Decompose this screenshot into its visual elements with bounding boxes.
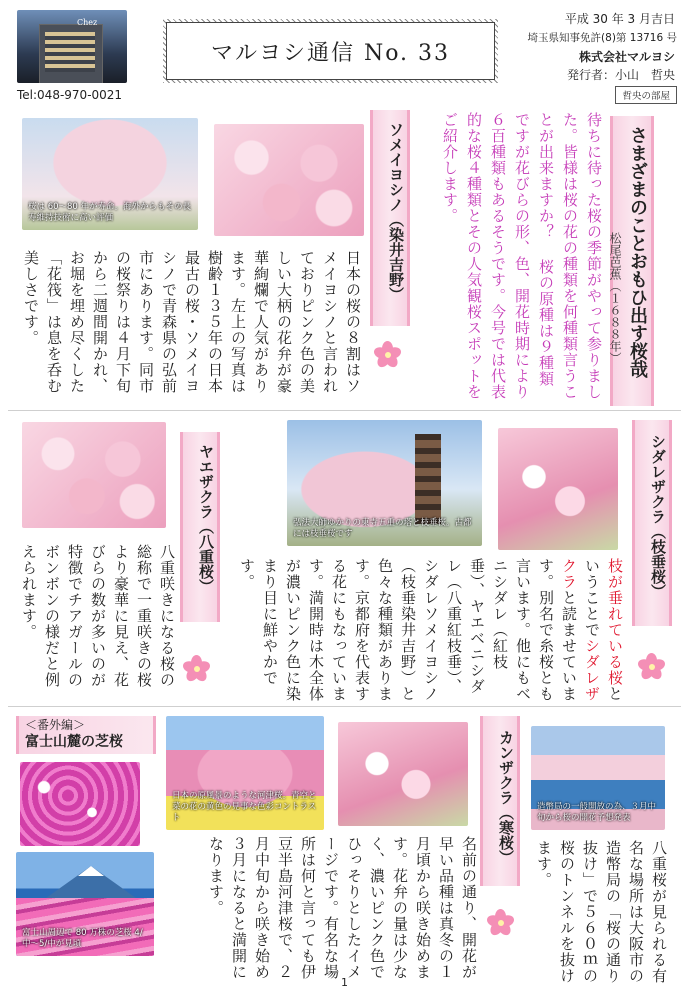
- page-number: 1: [341, 976, 348, 989]
- toji-pagoda-photo: [287, 420, 482, 546]
- hirosaki-cherry-photo: [22, 118, 198, 230]
- sakura-icon: [637, 652, 667, 682]
- kanzakura-title: カンザクラ（寒桜）: [480, 716, 520, 886]
- someiyoshino-body: 日本の桜の８割はソメイヨシノと言われておりピンク色の美しい大柄の花弁が豪華絢爛で人気があります。左上の写真は樹齢１３５年の日本最古の桜・ソメイヨシノで青森県の弘前市にあります。同市の桜祭りは４月下旬から二週間開かれ、お堀を埋め尽くした「花筏」は息を呑む美しさです。: [22, 250, 362, 394]
- shidarezakura-caption: 弘法大師ゆかりの東寺五重の塔と枝垂桜。古都には枝垂桜です: [293, 518, 472, 539]
- feature-author: 松尾芭蕉（１６８８年）: [608, 232, 622, 364]
- license-number: 埼玉県知事免許(8)第 13716 号: [527, 32, 677, 44]
- publisher: 発行者：小山 哲央: [566, 68, 675, 82]
- newsletter-title: マルヨシ通信 No. 33: [210, 40, 451, 66]
- building-sign: Chez: [77, 18, 98, 27]
- kanzakura-caption: 造幣局の一般開放の為、３月中旬から桜の開花予想発表: [537, 802, 657, 823]
- someiyoshino-caption: 桜は 60～80 年が寿命。海外からもその長寿維持技術に高い評価: [28, 202, 192, 223]
- yaezakura-title: ヤエザクラ（八重桜）: [180, 432, 220, 622]
- shidarezakura-highlight-2: シダレザクラ: [560, 558, 601, 702]
- sakura-icon: [182, 654, 212, 684]
- kanzakura-body: 名前の通り、開花が早い品種は真冬の１月頃から咲き始めます。花弁の量は少なく、濃いピンク色でひっそりとしたイメージです。有名な場所は何と言っても伊豆半島河津桜で、２月中旬から咲き始め３月になると満開になります。: [207, 836, 478, 980]
- kanzakura-closeup-photo: [338, 722, 468, 826]
- newsletter-title-box: [163, 19, 498, 83]
- phone-number: Tel:048-970-0021: [17, 88, 123, 102]
- issue-date: 平成 30 年 3 月吉日: [564, 12, 675, 26]
- someiyoshino-closeup-photo: [214, 124, 364, 236]
- sakura-icon: [373, 340, 403, 370]
- shidarezakura-highlight: 枝が垂れている桜: [606, 558, 624, 686]
- feature-intro: 待ちに待った桜の季節がやって参りました。皆様は桜の花の種類を何種類言うことが出来ますか？ 桜の原種は９種類ですが花びらの形、色、開花時期により６百種類もあるそうです。今号では代表的な桜４種類とその人気観桜スポットをご紹介します。: [441, 112, 603, 400]
- shibazakura-caption-1: 日本の原風景のような河津桜。青空と菜の花の黄色の見事な色彩コントラスト: [172, 791, 317, 823]
- shibazakura-caption-2: 富士山周辺で 80 万株の芝桜 4/中～5/中が見頃: [22, 928, 143, 949]
- shidarezakura-closeup-photo: [498, 428, 618, 550]
- shidarezakura-body: 枝が垂れている桜ということでシダレザクラと読ませています。別名で糸桜とも言います。他にもベニシダレ（紅枝垂）、ヤエベニシダレ（八重紅枝垂）、シダレソメイヨシノ（枝垂染井吉野）と色々な種類があります。京都府を代表する花にもなっています。満開時は木全体が濃いピンク色に染まり目に鮮やかです。: [238, 558, 624, 702]
- yaezakura-body: 八重咲きになる桜の総称で一重咲きの桜より豪華に見え、花びらの数が多いのが特徴でチアガールのボンボンの様だと例えられます。: [20, 544, 176, 688]
- shibazakura-header: [16, 716, 156, 754]
- building-photo: [17, 10, 127, 83]
- mint-bureau-photo: [531, 726, 665, 830]
- moss-phlox-closeup-photo: [20, 762, 140, 846]
- yaezakura-spot-body: 八重桜が見られる有名な場所は大阪市の造幣局の「桜の通り抜け」で５６０ｍの桜のトンネルを抜けます。: [535, 840, 668, 984]
- yaezakura-photo: [22, 422, 166, 528]
- shibazakura-title: 富士山麓の芝桜: [25, 734, 123, 750]
- sakura-icon: [486, 908, 516, 938]
- kawazu-cherry-photo: [166, 716, 324, 830]
- shibazakura-label: ＜番外編＞: [25, 718, 86, 732]
- room-badge: 哲央の部屋: [615, 86, 677, 104]
- fuji-shibazakura-photo: [16, 852, 154, 956]
- feature-title: さまざまのことおもひ出す桜哉: [610, 116, 654, 406]
- company-name: 株式会社マルヨシ: [578, 50, 675, 64]
- shidarezakura-title: シダレザクラ（枝垂桜）: [632, 420, 672, 626]
- someiyoshino-title: ソメイヨシノ（染井吉野）: [370, 110, 410, 326]
